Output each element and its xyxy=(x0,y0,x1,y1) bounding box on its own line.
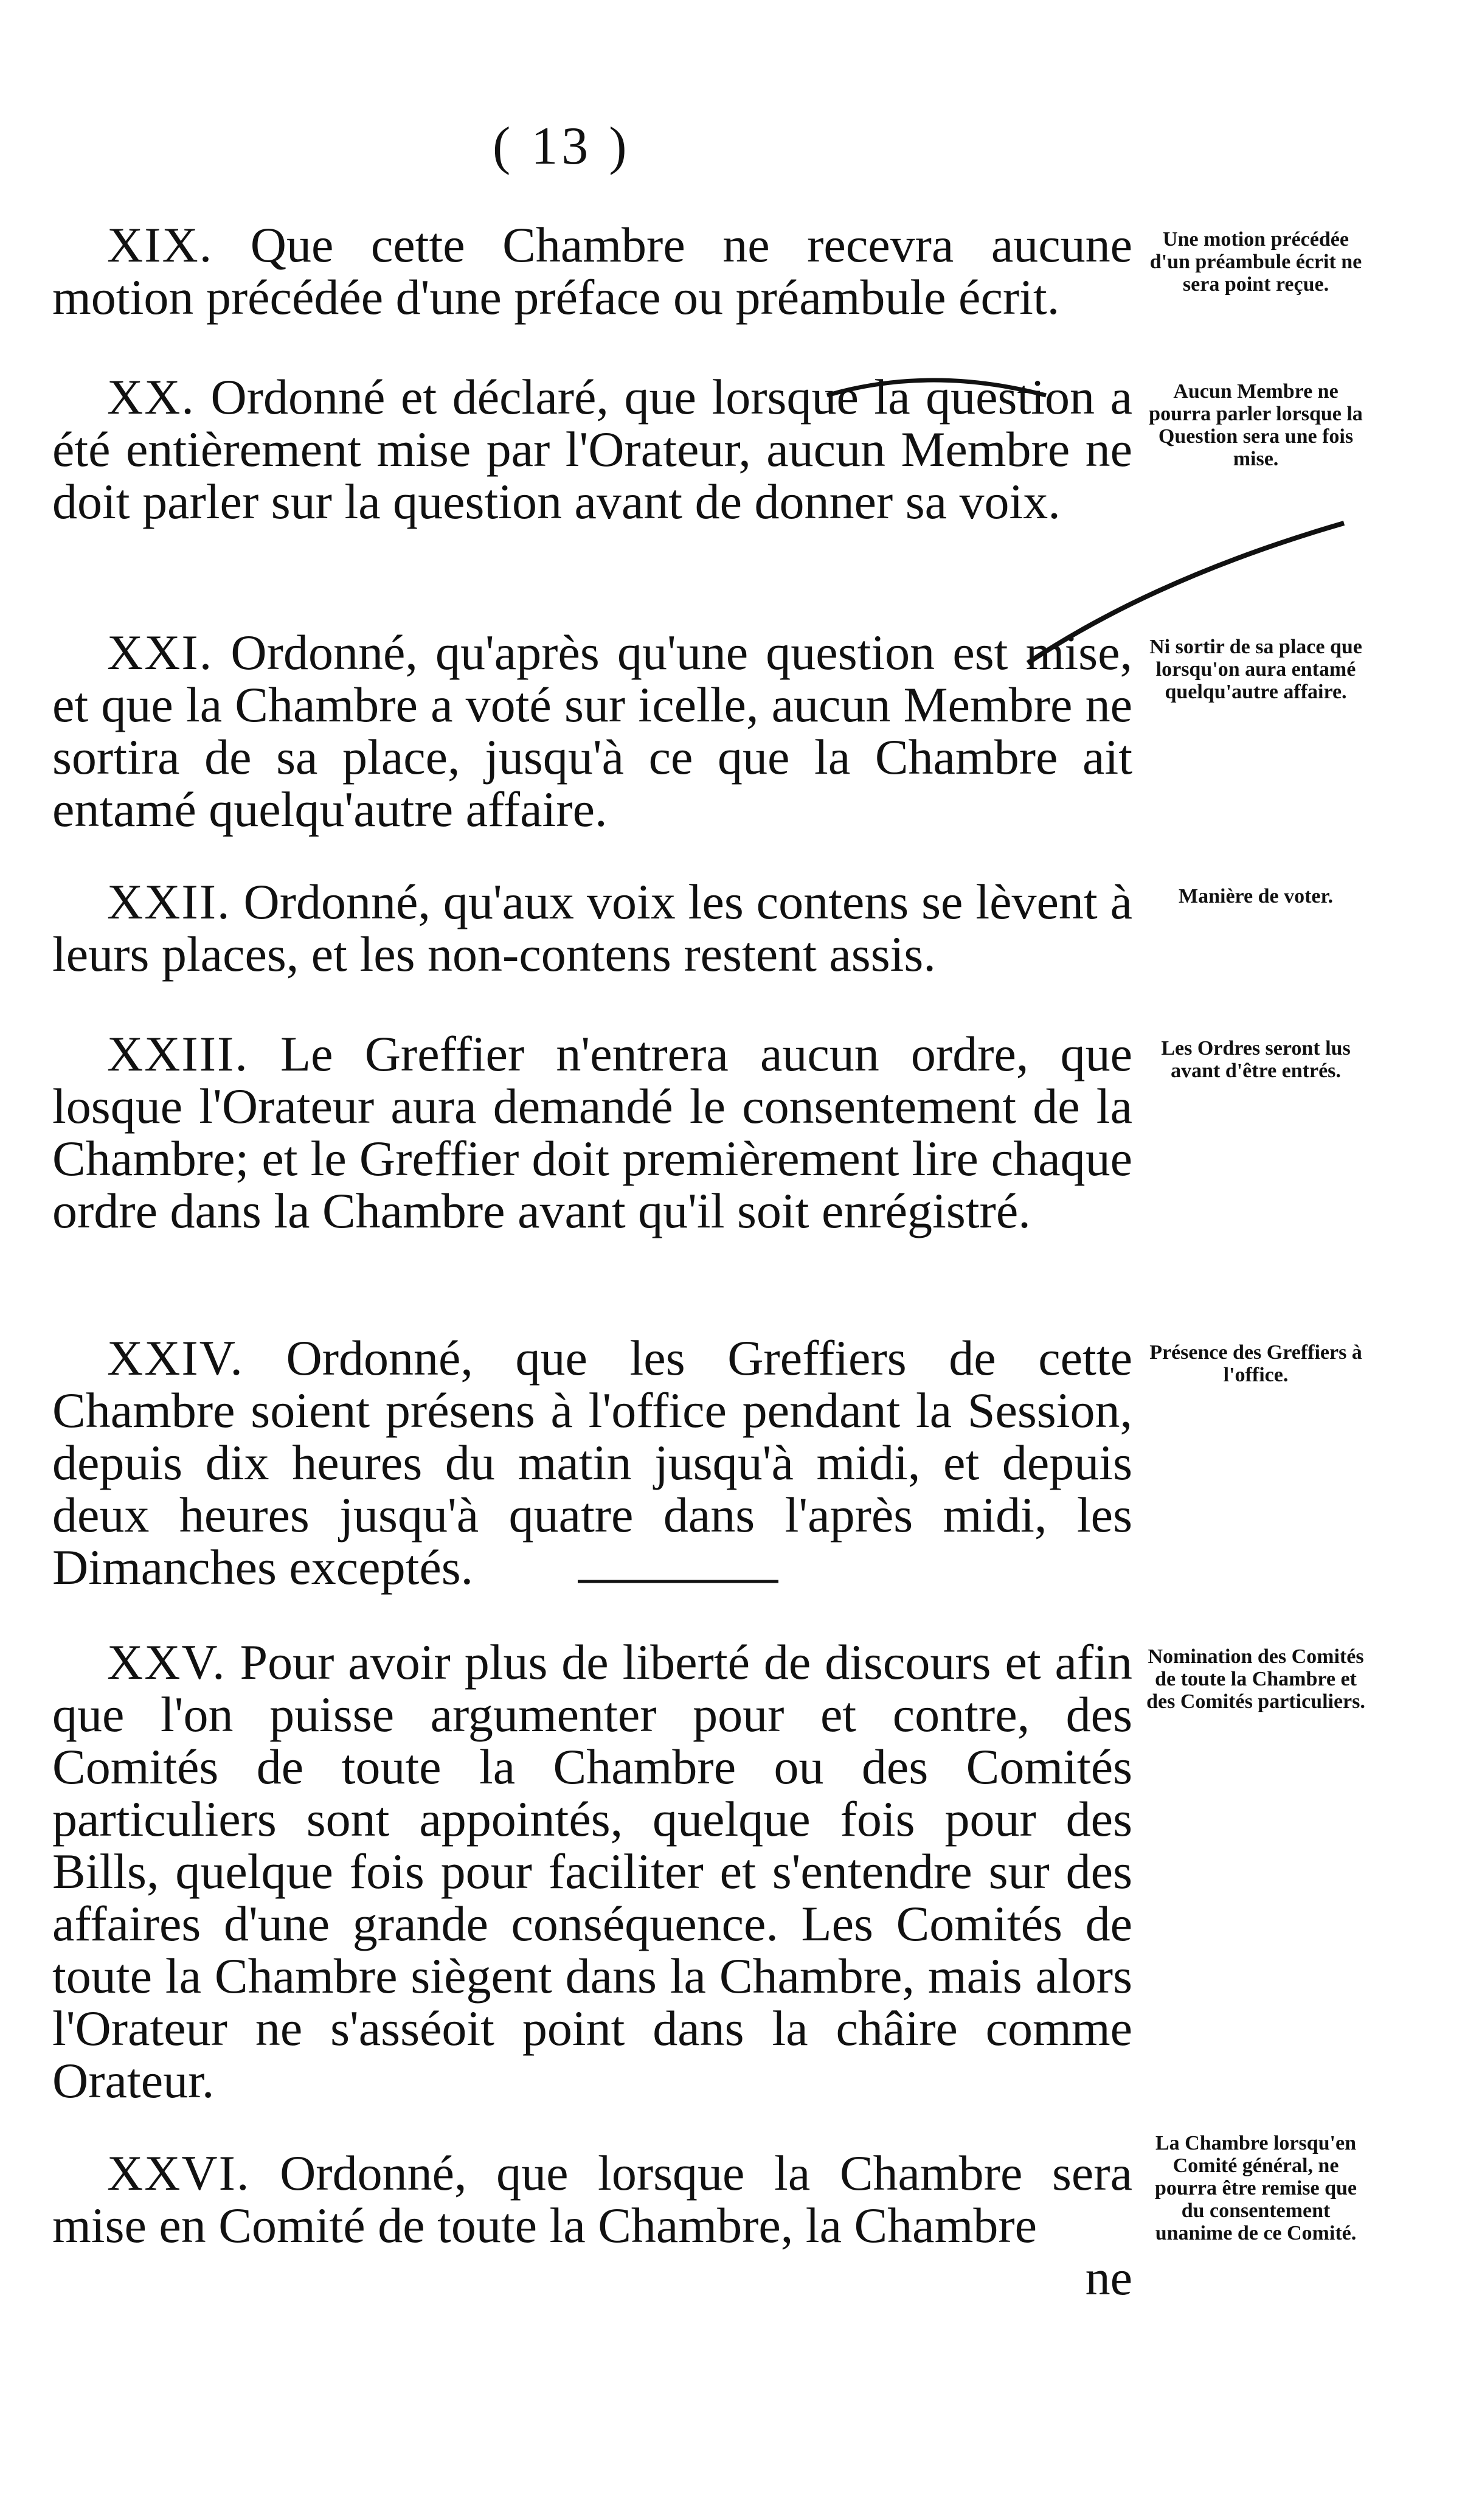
margin-note-xxiv: Présence des Greffiers à l'office. xyxy=(1149,1341,1362,1386)
margin-note-xxv: Nomination des Comités de toute la Chambre et des Comités particuliers. xyxy=(1146,1645,1365,1713)
margin-note-xix: Une motion précédée d'un préambule écrit ne sera point reçue. xyxy=(1149,228,1362,296)
article-text: Ordonné, que lorsque la Chambre sera mise en Comité de toute la Chambre, la Chambre xyxy=(52,2145,1132,2253)
article-number: XXII. xyxy=(107,874,231,929)
margin-note-xxvi: La Chambre lorsqu'en Comité général, ne pourra être remise que du consentement unanime de ce Comité. xyxy=(1154,2132,1357,2244)
article-number: XXIII. xyxy=(107,1026,249,1081)
margin-note-xxii: Manière de voter. xyxy=(1179,885,1333,908)
article-number: XXV. xyxy=(107,1634,226,1690)
catchword: ne xyxy=(1085,2250,1132,2305)
pen-stroke-curve xyxy=(827,380,1046,395)
article-text: Ordonné, qu'aux voix les contens se lèvent à leurs places, et les non-contens restent assis. xyxy=(52,874,1132,982)
article-number: XXVI. xyxy=(107,2145,251,2201)
article-number: XXIV. xyxy=(107,1330,244,1386)
margin-note-xxi: Ni sortir de sa place que lorsqu'on aura entamé quelqu'autre affaire. xyxy=(1149,636,1362,703)
article-number: XX. xyxy=(107,369,195,425)
article-number: XXI. xyxy=(107,625,213,680)
article-text: Le Greffier n'entrera aucun ordre, que losque l'Orateur aura demandé le consentement de la Chambre; et le Greffier doit premièrement lire chaque ordre dans la Chambre avant qu'il soit enrégistré. xyxy=(52,1026,1133,1238)
article-text: Pour avoir plus de liberté de discours et afin que l'on puisse argumenter pour et contre, des Comités de toute la Chambre ou des Comités particuliers sont appointés, quelque fois pour des Bills, quelque fois pour faciliter et s'entendre sur des affaires d'une grande conséquence. Les Comités de toute la Chambre siègent dans la Chambre, mais alors l'Orateur ne s'asséoit point dans la châire comme Orateur. xyxy=(52,1634,1133,2108)
margin-note-xxiii: Les Ordres seront lus avant d'être entrés. xyxy=(1161,1037,1351,1082)
pen-stroke-diagonal xyxy=(1028,523,1344,663)
article-text: Ordonné, qu'après qu'une question est mise, et que la Chambre a voté sur icelle, aucun Membre ne sortira de sa place, jusqu'à ce que la Chambre ait entamé quelqu'autre affaire. xyxy=(52,625,1132,837)
article-number: XIX. xyxy=(107,217,213,272)
article-text: Ordonné, que les Greffiers de cette Chambre soient présens à l'office pendant la Session, depuis dix heures du matin jusqu'à midi, et depuis deux heures jusqu'à quatre dans l'après midi, les Dimanches exceptés. xyxy=(52,1330,1133,1595)
article-text: Ordonné et déclaré, que lorsque la question a été entièrement mise par l'Orateur, aucun Membre ne doit parler sur la question avant de donner sa voix. xyxy=(52,369,1132,529)
article-text: Que cette Chambre ne recevra aucune motion précédée d'une préface ou préambule écrit. xyxy=(52,217,1133,325)
page-number: ( 13 ) xyxy=(493,117,631,176)
margin-note-xx: Aucun Membre ne pourra parler lorsque la Question sera une fois mise. xyxy=(1149,380,1363,470)
